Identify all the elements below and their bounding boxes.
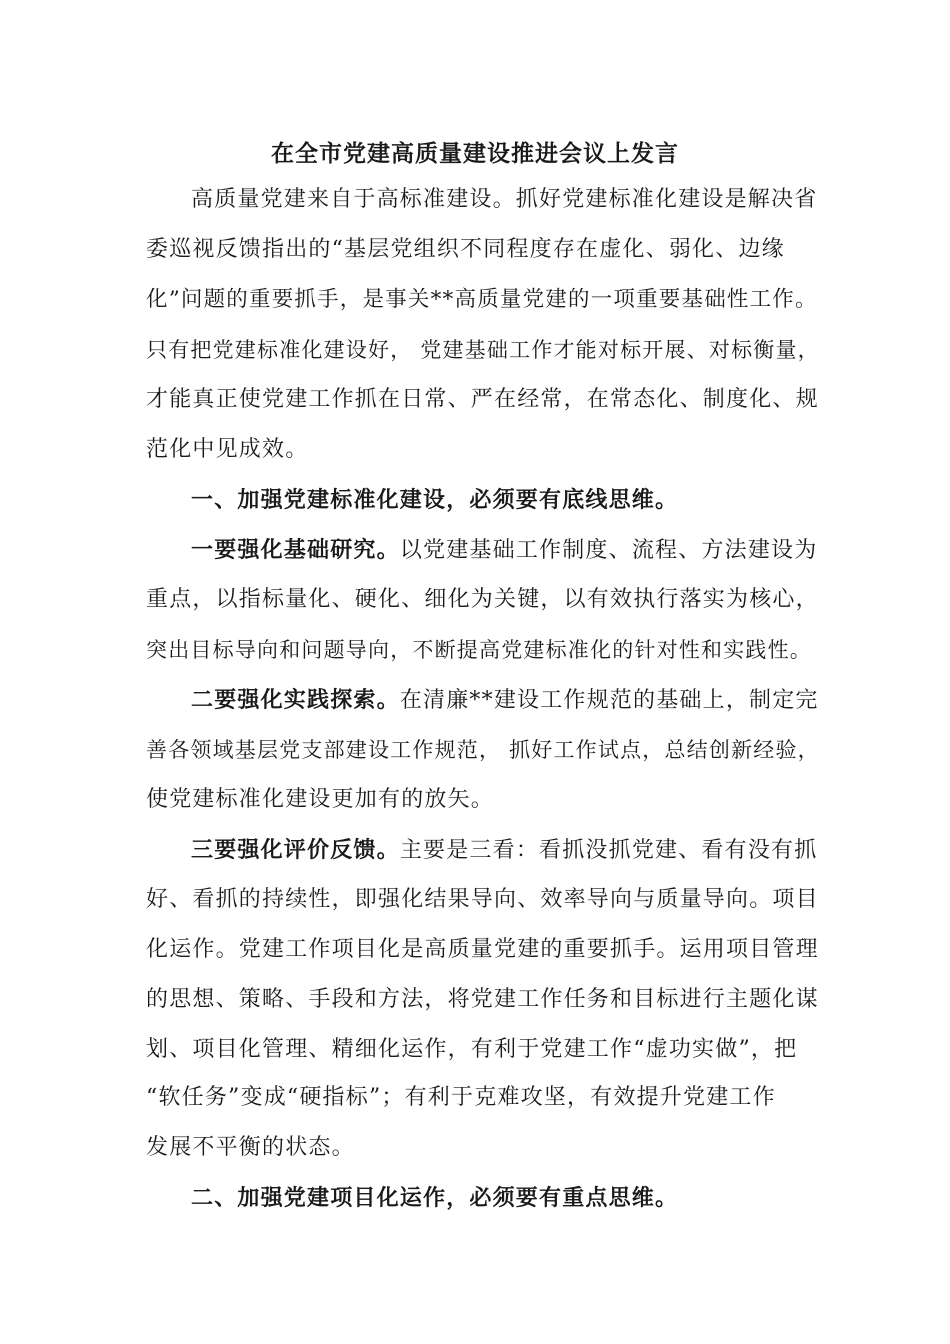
text-run: 在清廉**建设工作规范的基础上，制定完 — [399, 688, 819, 713]
text-line: 使党建标准化建设更加有的放矢。 — [146, 787, 495, 812]
text-line: 好、看抓的持续性，即强化结果导向、效率导向与质量导向。项目 — [146, 887, 819, 912]
text-line: 划、项目化管理、精细化运作，有利于党建工作“虚功实做”，把 — [146, 1037, 798, 1062]
document-title: 在全市党建高质量建设推进会议上发言 — [271, 140, 679, 167]
text-line: 的思想、策略、手段和方法，将党建工作任务和目标进行主题化谋 — [146, 987, 819, 1012]
text-line: “软任务”变成“硬指标”；有利于克难攻坚，有效提升党建工作 — [146, 1085, 776, 1110]
subheading-run: 一要强化基础研究。 — [191, 537, 400, 563]
text-line: 范化中见成效。 — [146, 437, 309, 462]
text-line: 才能真正使党建工作抓在日常、严在经常，在常态化、制度化、规 — [146, 387, 819, 412]
text-run: 主要是三看：看抓没抓党建、看有没有抓 — [399, 838, 818, 863]
text-line — [191, 532, 826, 569]
subheading-run: 二要强化实践探索。 — [191, 687, 400, 713]
text-line: 发展不平衡的状态。 — [146, 1135, 355, 1160]
text-line: 化运作。党建工作项目化是高质量党建的重要抓手。运用项目管理 — [146, 937, 819, 962]
text-line: 只有把党建标准化建设好， 党建基础工作才能对标开展、对标衡量， — [146, 338, 820, 362]
text-line: 委巡视反馈指出的“基层党组织不同程度存在虚化、弱化、边缘 — [146, 237, 785, 262]
section-heading: 二、加强党建项目化运作，必须要有重点思维。 — [191, 1185, 679, 1211]
text-line: 重点，以指标量化、硬化、细化为关键，以有效执行落实为核心， — [146, 587, 819, 612]
text-line — [191, 832, 826, 869]
section-heading: 一、加强党建标准化建设，必须要有底线思维。 — [191, 487, 679, 513]
text-line: 高质量党建来自于高标准建设。抓好党建标准化建设是解决省 — [191, 187, 818, 212]
text-line — [191, 682, 826, 719]
text-line: 化”问题的重要抓手，是事关**高质量党建的一项重要基础性工作。 — [146, 287, 818, 312]
text-run: 以党建基础工作制度、流程、方法建设为 — [399, 538, 818, 563]
text-line: 突出目标导向和问题导向，不断提高党建标准化的针对性和实践性。 — [146, 638, 812, 662]
text-line: 善各领域基层党支部建设工作规范， 抓好工作试点，总结创新经验， — [146, 738, 820, 762]
subheading-run: 三要强化评价反馈。 — [191, 837, 400, 863]
